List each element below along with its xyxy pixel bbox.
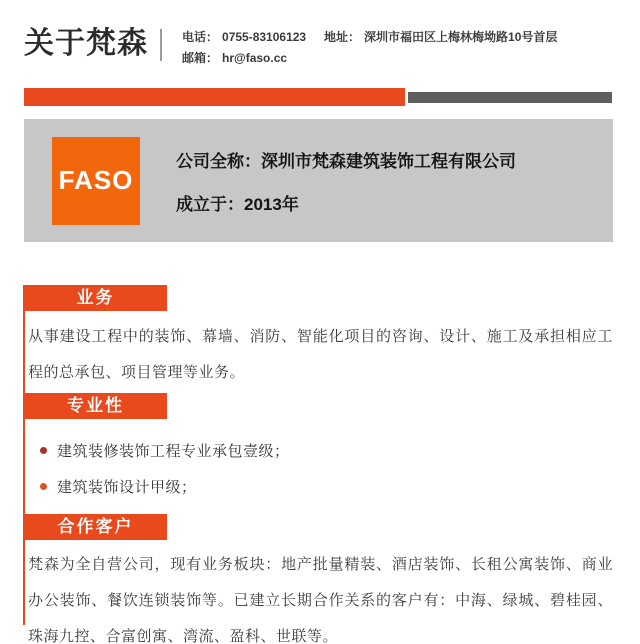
address-label: 地址： [324,30,361,44]
qualification-list [40,440,290,512]
company-card [24,119,613,242]
contact-info [182,27,557,65]
phone-label: 电话： [182,30,219,44]
company-card-info [176,147,516,215]
contact-phone [182,30,324,44]
section-body-clients: 梵森为全自营公司，现有业务板块：地产批量精装、酒店装饰、长租公寓装饰、商业办公装饰、餐饮连锁装饰等。已建立长期合作关系的客户有：中海、绿城、碧桂园、珠海九控、合富创寓、湾流、盈科、世联等。 [28,556,613,644]
section-body-business: 从事建设工程中的装饰、幕墙、消防、智能化项目的咨询、设计、施工及承担相应工程的总承包、项目管理等业务。 [28,328,613,381]
company-name-value: 深圳市梵森建筑装饰工程有限公司 [261,151,516,171]
list-item [40,440,290,460]
bullet-dot-icon [40,483,47,490]
contact-row-top [182,30,557,44]
qualification-text: 建筑装饰设计甲级； [57,478,197,496]
section-tab-business: 业务 [24,285,167,311]
section-tab-professionalism: 专业性 [24,393,167,419]
address-value: 深圳市福田区上梅林梅坳路10号首层 [364,30,558,44]
company-founded-line [176,190,516,215]
page-title: 关于梵森 [24,27,148,60]
founded-label: 成立于： [176,194,244,214]
header [24,27,557,65]
section-accent-line [23,285,25,625]
faso-logo: FASO [52,137,140,225]
contact-address [324,30,557,44]
list-item [40,476,290,496]
header-divider [160,29,162,61]
founded-value: 2013年 [244,194,299,214]
bullet-dot-icon [40,447,47,454]
decorative-bars [24,88,612,106]
email-label: 邮箱： [182,51,219,65]
phone-value: 0755-83106123 [222,30,307,44]
qualification-text: 建筑装修装饰工程专业承包壹级； [57,442,290,460]
dark-gray-bar [408,92,612,103]
orange-bar [24,88,405,106]
contact-email [182,51,557,65]
company-name-line [176,147,516,172]
company-name-label: 公司全称： [176,151,261,171]
email-value: hr@faso.cc [222,51,288,65]
section-tab-clients: 合作客户 [24,514,167,540]
